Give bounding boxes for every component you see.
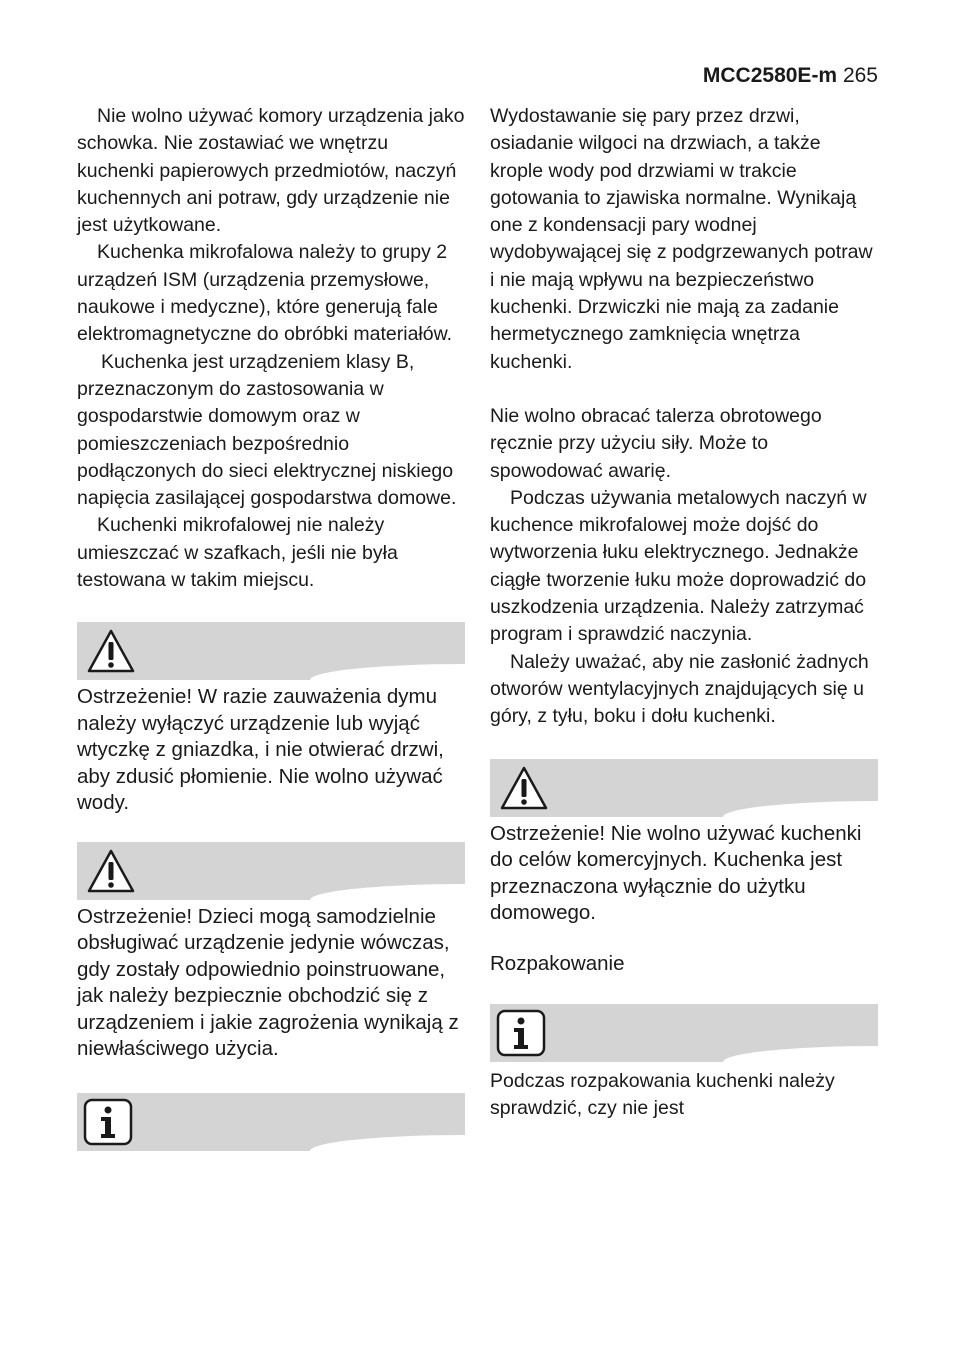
warning-banner	[77, 842, 465, 900]
page-number: 265	[842, 64, 878, 87]
info-banner	[490, 1004, 878, 1062]
warning-banner	[490, 759, 878, 817]
paragraph: Kuchenka jest urządzeniem klasy B, przeznaczonym do zastosowania w gospodarstwie domowym oraz w pomieszczeniach bezpośrednio podłączonych do sieci elektrycznej niskiego napięcia zasilającej gospodarstwa domowe.	[77, 350, 457, 510]
section-heading: Rozpakowanie	[490, 951, 625, 975]
model-name: MCC2580E-m	[702, 64, 838, 87]
paragraph: Wydostawanie się pary przez drzwi, osiadanie wilgoci na drzwiach, a także krople wody pod drzwiami w trakcie gotowania to zjawiska normalne. Wynikają one z kondensacji pary wodnej wydobywającej się z podgrzewanych potraw i nie mają wpływu na bezpieczeństwo kuchenki. Drzwiczki nie mają za zadanie hermetycznego zamknięcia wnętrza kuchenki.	[490, 105, 873, 373]
info-icon	[83, 1098, 133, 1146]
paragraph: Nie wolno obracać talerza obrotowego ręcznie przy użyciu siły. Może to spowodować awarię.	[490, 404, 822, 482]
warning-text: Ostrzeżenie! W razie zauważenia dymu należy wyłączyć urządzenie lub wyjąć wtyczkę z gniazdka, i nie otwierać drzwi, aby zdusić płomienie. Nie wolno używać wody.	[77, 685, 444, 815]
page-header	[703, 64, 878, 88]
info-text: Podczas rozpakowania kuchenki należy sprawdzić, czy nie jest	[490, 1069, 835, 1119]
info-banner	[77, 1093, 465, 1151]
right-column	[490, 103, 878, 1122]
warning-text: Ostrzeżenie! Dzieci mogą samodzielnie obsługiwać urządzenie jedynie wówczas, gdy zostały odpowiednio poinstruowane, jak należy bezpiecznie obchodzić się z urządzeniem i jakie zagrożenia wynikają z niewłaściwego użycia.	[77, 904, 459, 1061]
warning-banner	[77, 622, 465, 680]
paragraph: Należy uważać, aby nie zasłonić żadnych otworów wentylacyjnych znajdujących się u góry, z tyłu, boku i dołu kuchenki.	[490, 650, 869, 728]
warning-triangle-icon	[85, 625, 137, 677]
warning-text: Ostrzeżenie! Nie wolno używać kuchenki do celów komercyjnych. Kuchenka jest przeznaczona wyłącznie do użytku domowego.	[490, 821, 862, 925]
warning-triangle-icon	[85, 845, 137, 897]
warning-triangle-icon	[498, 762, 550, 814]
paragraph: Nie wolno używać komory urządzenia jako schowka. Nie zostawiać we wnętrzu kuchenki papierowych przedmiotów, naczyń kuchennych ani potraw, gdy urządzenie nie jest użytkowane.	[77, 105, 465, 237]
paragraph: Podczas używania metalowych naczyń w kuchence mikrofalowej może dojść do wytworzenia łuku elektrycznego. Jednakże ciągłe tworzenie łuku może doprowadzić do uszkodzenia urządzenia. Należy zatrzymać program i sprawdzić naczynia.	[490, 486, 867, 646]
paragraph: Kuchenka mikrofalowa należy to grupy 2 urządzeń ISM (urządzenia przemysłowe, naukowe i medyczne), które generują fale elektromagnetyczne do obróbki materiałów.	[77, 241, 453, 346]
left-column	[77, 103, 465, 1151]
paragraph: Kuchenki mikrofalowej nie należy umieszczać w szafkach, jeśli nie była testowana w takim miejscu.	[77, 514, 398, 592]
info-icon	[496, 1009, 546, 1057]
